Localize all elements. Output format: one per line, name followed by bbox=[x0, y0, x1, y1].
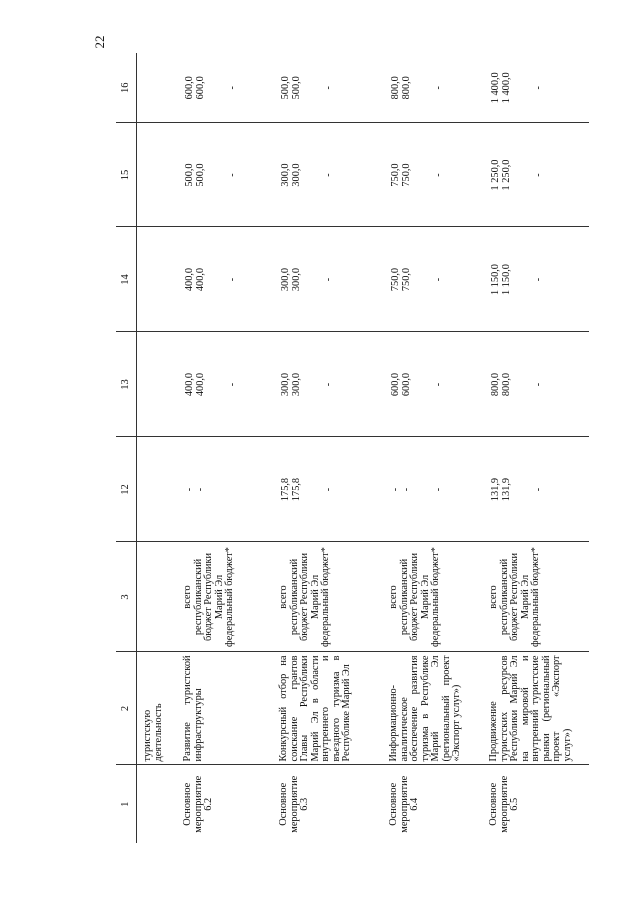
value: 300,0 bbox=[290, 267, 302, 292]
value-cell-12 bbox=[179, 437, 275, 542]
value: 500,0 bbox=[184, 163, 195, 187]
value-cell-12 bbox=[275, 437, 385, 542]
value: 300,0 bbox=[280, 163, 291, 187]
funding-source: федеральный бюджет* bbox=[530, 547, 541, 647]
table-row bbox=[275, 53, 385, 843]
value: 300,0 bbox=[290, 372, 302, 397]
funding-source-cell bbox=[385, 542, 485, 652]
event-cell: Основное мероприятие 6.5 bbox=[488, 775, 520, 833]
value: 1 150,0 bbox=[490, 264, 501, 295]
value-cell-15 bbox=[385, 123, 485, 227]
value: 600,0 bbox=[184, 76, 195, 100]
funding-source: всего bbox=[182, 585, 193, 609]
funding-source-cell bbox=[275, 542, 385, 652]
value: 175,8 bbox=[290, 477, 302, 502]
funding-source: всего bbox=[388, 585, 399, 609]
continuation-empty-cell bbox=[137, 765, 180, 843]
funding-source: всего bbox=[278, 585, 289, 609]
description-cell: Продвижение туристских ресурсов Республики Марий Эл на мировой и внутренний туристские рынки (региональный проект «Экспорт услуг») bbox=[485, 652, 589, 765]
value: - bbox=[533, 277, 544, 282]
value-cell-16 bbox=[275, 53, 385, 123]
value: - bbox=[433, 487, 444, 492]
value: 800,0 bbox=[390, 76, 401, 100]
value: 131,9 bbox=[490, 477, 501, 502]
value: 1 150,0 bbox=[500, 264, 512, 295]
header-col-1: 1 bbox=[116, 765, 137, 843]
value: - bbox=[390, 487, 401, 492]
description-cell: Конкурсный отбор на соискание грантов Главы Республики Марий Эл в области внутреннего и въездного туризма в Республике Марий Эл bbox=[275, 652, 385, 765]
value-cell-13 bbox=[485, 332, 589, 437]
value: - bbox=[433, 277, 444, 282]
funding-source-cell bbox=[179, 542, 275, 652]
funding-source: федеральный бюджет* bbox=[320, 547, 331, 647]
value: - bbox=[323, 86, 334, 90]
value: 500,0 bbox=[280, 76, 291, 100]
value: 400,0 bbox=[184, 267, 195, 292]
value: 750,0 bbox=[400, 163, 412, 187]
value: - bbox=[194, 487, 206, 492]
value-cell-14 bbox=[179, 227, 275, 332]
value bbox=[228, 441, 239, 539]
value: 1 400,0 bbox=[490, 72, 501, 104]
funding-source: республиканский бюджет Республики Марий Эл bbox=[398, 553, 431, 641]
value: 400,0 bbox=[194, 372, 206, 397]
value: 600,0 bbox=[390, 372, 401, 397]
value: - bbox=[533, 487, 544, 492]
value: - bbox=[227, 86, 238, 90]
header-col-13: 13 bbox=[116, 332, 137, 437]
continuation-row bbox=[137, 53, 180, 843]
value: - bbox=[533, 382, 544, 387]
value: 750,0 bbox=[390, 267, 401, 292]
value: 600,0 bbox=[194, 76, 206, 100]
value: - bbox=[227, 277, 238, 282]
value: - bbox=[184, 487, 195, 492]
value: 600,0 bbox=[400, 372, 412, 397]
value-cell-14 bbox=[485, 227, 589, 332]
header-col-3: 3 bbox=[116, 542, 137, 652]
value: - bbox=[323, 173, 334, 177]
value: - bbox=[323, 487, 334, 492]
value: - bbox=[433, 382, 444, 387]
value-cell-13 bbox=[385, 332, 485, 437]
funding-source: республиканский бюджет Республики Марий Эл bbox=[288, 553, 321, 641]
value: 300,0 bbox=[280, 372, 291, 397]
header-col-12: 12 bbox=[116, 437, 137, 542]
table-row bbox=[179, 53, 275, 843]
value-cell-16 bbox=[485, 53, 589, 123]
table-row bbox=[485, 53, 589, 843]
header-col-16: 16 bbox=[116, 53, 137, 123]
value: - bbox=[433, 173, 444, 177]
value: 500,0 bbox=[194, 163, 206, 187]
value-cell-13 bbox=[179, 332, 275, 437]
value-cell-16 bbox=[385, 53, 485, 123]
value: 800,0 bbox=[500, 372, 512, 397]
funding-source-cell bbox=[485, 542, 589, 652]
description-cell: Информационно-аналитическое обеспечение развития туризма в Республике Марий Эл (региональный проект «Экспорт услуг») bbox=[385, 652, 485, 765]
table-row bbox=[385, 53, 485, 843]
event-cell: Основное мероприятие 6.2 bbox=[182, 775, 214, 833]
value: 300,0 bbox=[280, 267, 291, 292]
header-col-14: 14 bbox=[116, 227, 137, 332]
value-cell-15 bbox=[179, 123, 275, 227]
value: 800,0 bbox=[400, 76, 412, 100]
value: 750,0 bbox=[390, 163, 401, 187]
value: 750,0 bbox=[400, 267, 412, 292]
value: - bbox=[433, 86, 444, 90]
value-cell-14 bbox=[385, 227, 485, 332]
funding-source: республиканский бюджет Республики Марий Эл bbox=[192, 553, 225, 641]
value-cell-16 bbox=[179, 53, 275, 123]
header-col-15: 15 bbox=[116, 123, 137, 227]
value: - bbox=[323, 382, 334, 387]
funding-source: всего bbox=[488, 585, 499, 609]
value: 1 400,0 bbox=[500, 72, 512, 104]
budget-table bbox=[116, 53, 589, 843]
event-cell: Основное мероприятие 6.3 bbox=[278, 775, 310, 833]
value: 500,0 bbox=[290, 76, 302, 100]
value: 175,8 bbox=[280, 477, 291, 502]
rotated-page-content bbox=[116, 53, 573, 843]
value-cell-13 bbox=[275, 332, 385, 437]
value: - bbox=[323, 277, 334, 282]
header-row bbox=[116, 53, 137, 843]
funding-source: республиканский бюджет Республики Марий Эл bbox=[498, 553, 531, 641]
event-cell: Основное мероприятие 6.4 bbox=[388, 775, 420, 833]
value: - bbox=[533, 86, 544, 90]
description-cell: Развитие туристской инфраструктуры bbox=[179, 652, 275, 765]
value-cell-12 bbox=[385, 437, 485, 542]
value-cell-15 bbox=[485, 123, 589, 227]
value: 800,0 bbox=[490, 372, 501, 397]
header-col-2: 2 bbox=[116, 652, 137, 765]
value: - bbox=[227, 382, 238, 387]
value: 400,0 bbox=[194, 267, 206, 292]
value: - bbox=[227, 173, 238, 177]
continuation-text: туристскую деятельность bbox=[137, 652, 180, 765]
value: 1 250,0 bbox=[490, 159, 501, 191]
value-cell-12 bbox=[485, 437, 589, 542]
funding-source: федеральный бюджет* bbox=[430, 547, 441, 647]
value: 131,9 bbox=[500, 477, 512, 502]
value: 1 250,0 bbox=[500, 159, 512, 191]
value: - bbox=[533, 173, 544, 177]
value: - bbox=[400, 487, 412, 492]
page-number: 22 bbox=[92, 35, 107, 49]
value-cell-14 bbox=[275, 227, 385, 332]
value-cell-15 bbox=[275, 123, 385, 227]
value: 400,0 bbox=[184, 372, 195, 397]
value: 300,0 bbox=[290, 163, 302, 187]
funding-source: федеральный бюджет* bbox=[224, 547, 235, 647]
